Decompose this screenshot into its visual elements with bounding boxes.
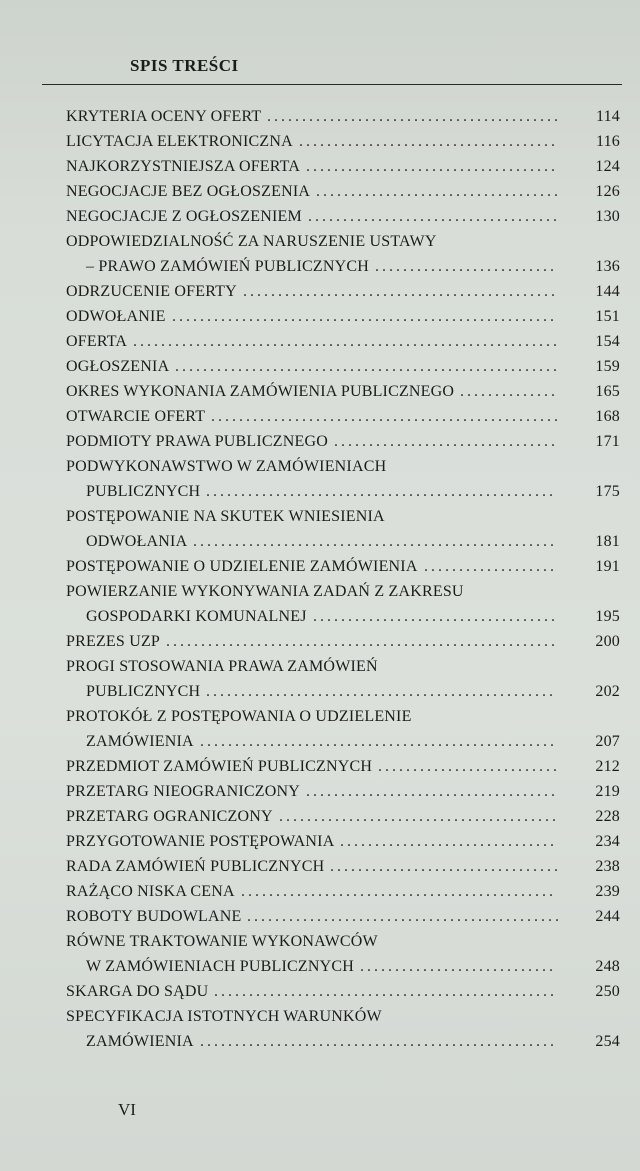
- toc-page-number: 144: [595, 283, 620, 300]
- toc-page-number: 207: [595, 733, 620, 750]
- toc-page-number: 168: [595, 408, 620, 425]
- toc-entry-title: ZAMÓWIENIA: [86, 733, 194, 750]
- toc-entry: [0, 979, 640, 1004]
- toc-page-number: 200: [595, 633, 620, 650]
- toc-entry-line: [0, 579, 640, 604]
- toc-page-number: 154: [595, 333, 620, 350]
- toc-entry: [0, 279, 640, 304]
- leader-dots: ....................................: [308, 208, 560, 225]
- leader-dots: ...................: [424, 558, 557, 575]
- toc-entry: [0, 379, 640, 404]
- leader-dots: .......................................................: [172, 308, 557, 325]
- leader-dots: .............................................................: [133, 333, 560, 350]
- toc-page-number: 248: [595, 958, 620, 975]
- leader-dots: ................................: [334, 433, 558, 450]
- toc-entry-title: OKRES WYKONANIA ZAMÓWIENIA PUBLICZNEGO: [66, 383, 455, 400]
- toc-page-number: 212: [595, 758, 620, 775]
- toc-entry-line: [0, 829, 640, 854]
- toc-page-number: 126: [595, 183, 620, 200]
- page-number: VI: [118, 1100, 136, 1119]
- leader-dots: .................................: [330, 858, 561, 875]
- toc-entry: [0, 779, 640, 804]
- toc-page-number: 130: [595, 208, 620, 225]
- toc-page-number: 219: [595, 783, 620, 800]
- toc-page-number: 228: [595, 808, 620, 825]
- toc-entry-line: [0, 629, 640, 654]
- toc-page-number: 234: [595, 833, 620, 850]
- toc-page-number: 244: [595, 908, 620, 925]
- toc-entry-title: PRZETARG NIEOGRANICZONY: [66, 783, 300, 800]
- toc-entry: [0, 354, 640, 379]
- toc-entry-line: [0, 804, 640, 829]
- toc-entry-line: [0, 979, 640, 1004]
- toc-entry-title: POSTĘPOWANIE O UDZIELENIE ZAMÓWIENIA: [66, 558, 418, 575]
- toc-entry-continuation: [0, 954, 640, 979]
- leader-dots: ...................................: [316, 183, 561, 200]
- toc-entry-title: PRZEDMIOT ZAMÓWIEŃ PUBLICZNYCH: [66, 758, 373, 775]
- toc-entry: [0, 804, 640, 829]
- toc-page-number: 239: [595, 883, 620, 900]
- toc-entry-continuation: [0, 254, 640, 279]
- toc-entry-line: [0, 754, 640, 779]
- leader-dots: .................................................: [214, 983, 557, 1000]
- toc-entry-title: PODWYKONAWSTWO W ZAMÓWIENIACH: [66, 458, 387, 475]
- toc-entry: [0, 404, 640, 429]
- leader-dots: ..................................................: [206, 483, 556, 500]
- toc-page-number: 114: [595, 108, 620, 125]
- toc-entry-line: [0, 454, 640, 479]
- leader-dots: ....................................: [306, 783, 558, 800]
- toc-entry-title: PRZYGOTOWANIE POSTĘPOWANIA: [66, 833, 335, 850]
- leader-dots: ............................: [360, 958, 556, 975]
- toc-entry-title: PROGI STOSOWANIA PRAWA ZAMÓWIEŃ: [66, 658, 378, 675]
- toc-entry: [0, 879, 640, 904]
- toc-entry-title: SKARGA DO SĄDU: [66, 983, 209, 1000]
- leader-dots: ...................................................: [200, 733, 557, 750]
- toc-entry-title: OTWARCIE OFERT: [66, 408, 206, 425]
- toc-entry-continuation: [0, 529, 640, 554]
- toc-entry-title: RÓWNE TRAKTOWANIE WYKONAWCÓW: [66, 933, 378, 950]
- toc-entry-title: PUBLICZNYCH: [86, 683, 201, 700]
- toc-entry-title: GOSPODARKI KOMUNALNEJ: [86, 608, 307, 625]
- toc-page-number: 254: [595, 1033, 620, 1050]
- toc-entry: [0, 754, 640, 779]
- toc-entry-title: NAJKORZYSTNIEJSZA OFERTA: [66, 158, 301, 175]
- toc-page-number: 116: [595, 133, 620, 150]
- toc-entry-line: [0, 654, 640, 679]
- toc-entry-line: [0, 304, 640, 329]
- leader-dots: ....................................................: [193, 533, 557, 550]
- toc-page-number: 202: [595, 683, 620, 700]
- leader-dots: ..........................: [378, 758, 560, 775]
- toc-entry-continuation: [0, 729, 640, 754]
- toc-page-number: 181: [595, 533, 620, 550]
- toc-entry-continuation: [0, 604, 640, 629]
- toc-entry-line: [0, 154, 640, 179]
- toc-entry-title: – PRAWO ZAMÓWIEŃ PUBLICZNYCH: [86, 258, 369, 275]
- toc-entry-line: [0, 704, 640, 729]
- toc-entry-line: [0, 504, 640, 529]
- toc-entry-title: RADA ZAMÓWIEŃ PUBLICZNYCH: [66, 858, 325, 875]
- toc-entry-line: [0, 129, 640, 154]
- toc-entry-line: [0, 554, 640, 579]
- toc-entry-title: OGŁOSZENIA: [66, 358, 170, 375]
- toc-entry-title: SPECYFIKACJA ISTOTNYCH WARUNKÓW: [66, 1008, 382, 1025]
- toc-entry: [0, 654, 640, 704]
- toc-entry: [0, 929, 640, 979]
- leader-dots: ...................................: [313, 608, 558, 625]
- toc-entry-title: PRZETARG OGRANICZONY: [66, 808, 273, 825]
- header-rule: [42, 84, 622, 85]
- leader-dots: ..................................................: [211, 408, 561, 425]
- toc-entry-title: PROTOKÓŁ Z POSTĘPOWANIA O UDZIELENIE: [66, 708, 412, 725]
- toc-entry-title: RAŻĄCO NISKA CENA: [66, 883, 235, 900]
- toc-entry-title: PREZES UZP: [66, 633, 161, 650]
- leader-dots: .....................................: [299, 133, 558, 150]
- toc-entry-line: [0, 879, 640, 904]
- toc-entry: [0, 179, 640, 204]
- toc-entry-title: PUBLICZNYCH: [86, 483, 201, 500]
- toc-entry-continuation: [0, 479, 640, 504]
- toc-entry-title: ODWOŁANIE: [66, 308, 166, 325]
- toc-entry-title: ODPOWIEDZIALNOŚĆ ZA NARUSZENIE USTAWY: [66, 233, 437, 250]
- toc-entry: [0, 429, 640, 454]
- toc-entry: [0, 1004, 640, 1054]
- toc-entry-line: [0, 229, 640, 254]
- toc-page-number: 136: [595, 258, 620, 275]
- toc-entry-line: [0, 929, 640, 954]
- toc-entry-title: ROBOTY BUDOWLANE: [66, 908, 242, 925]
- toc-entry: [0, 829, 640, 854]
- toc-entry: [0, 329, 640, 354]
- toc-entry: [0, 554, 640, 579]
- toc-entry: [0, 304, 640, 329]
- toc-page-number: 151: [595, 308, 620, 325]
- toc-entry: [0, 454, 640, 504]
- toc-entry-title: W ZAMÓWIENIACH PUBLICZNYCH: [86, 958, 354, 975]
- toc-entry-line: [0, 354, 640, 379]
- toc-entry-title: POWIERZANIE WYKONYWANIA ZADAŃ Z ZAKRESU: [66, 583, 464, 600]
- toc-entry-title: KRYTERIA OCENY OFERT: [66, 108, 262, 125]
- toc-entry-line: [0, 279, 640, 304]
- toc-entry: [0, 629, 640, 654]
- toc-entry-title: ZAMÓWIENIA: [86, 1033, 194, 1050]
- toc-entry-title: PODMIOTY PRAWA PUBLICZNEGO: [66, 433, 329, 450]
- toc-entry-continuation: [0, 1029, 640, 1054]
- toc-entry: [0, 104, 640, 129]
- toc-entry: [0, 504, 640, 554]
- toc-page-number: 159: [595, 358, 620, 375]
- leader-dots: ..........................: [375, 258, 557, 275]
- toc-entry-line: [0, 854, 640, 879]
- leader-dots: ...............................: [340, 833, 557, 850]
- toc-entry-line: [0, 779, 640, 804]
- leader-dots: .............................................: [247, 908, 562, 925]
- toc-entry-continuation: [0, 679, 640, 704]
- toc-entry-line: [0, 1004, 640, 1029]
- leader-dots: ........................................................: [166, 633, 558, 650]
- toc-entry-line: [0, 904, 640, 929]
- toc-entry: [0, 204, 640, 229]
- toc-entry: [0, 904, 640, 929]
- toc-entry: [0, 129, 640, 154]
- page-title: SPIS TREŚCI: [130, 56, 239, 75]
- toc-entry-title: ODRZUCENIE OFERTY: [66, 283, 237, 300]
- toc-entry: [0, 229, 640, 279]
- toc-page-number: 250: [595, 983, 620, 1000]
- toc-page-number: 175: [595, 483, 620, 500]
- toc-entry-title: LICYTACJA ELEKTRONICZNA: [66, 133, 293, 150]
- toc-entry-line: [0, 104, 640, 129]
- toc-entry-title: NEGOCJACJE BEZ OGŁOSZENIA: [66, 183, 311, 200]
- toc-entry-title: NEGOCJACJE Z OGŁOSZENIEM: [66, 208, 302, 225]
- leader-dots: .............................................: [241, 883, 556, 900]
- toc-entry-line: [0, 379, 640, 404]
- toc-page-number: 238: [595, 858, 620, 875]
- toc-entry: [0, 704, 640, 754]
- leader-dots: ....................................: [306, 158, 558, 175]
- toc-entry: [0, 154, 640, 179]
- toc-entry-line: [0, 404, 640, 429]
- toc-entry-line: [0, 429, 640, 454]
- leader-dots: ..................................................: [206, 683, 556, 700]
- toc-page-number: 195: [595, 608, 620, 625]
- toc-entry-title: ODWOŁANIA: [86, 533, 188, 550]
- leader-dots: ........................................: [279, 808, 559, 825]
- toc-page-number: 165: [595, 383, 620, 400]
- toc-entry-line: [0, 179, 640, 204]
- leader-dots: .......................................................: [175, 358, 560, 375]
- leader-dots: ..........................................: [267, 108, 561, 125]
- leader-dots: ..............: [460, 383, 558, 400]
- toc-entry-line: [0, 329, 640, 354]
- toc-page-number: 171: [595, 433, 620, 450]
- toc-entry-line: [0, 204, 640, 229]
- leader-dots: ...................................................: [200, 1033, 557, 1050]
- toc-page-number: 191: [595, 558, 620, 575]
- toc-entry: [0, 854, 640, 879]
- toc-entry-title: POSTĘPOWANIE NA SKUTEK WNIESIENIA: [66, 508, 385, 525]
- toc-entry-title: OFERTA: [66, 333, 128, 350]
- toc-entry: [0, 579, 640, 629]
- toc-page-number: 124: [595, 158, 620, 175]
- leader-dots: .............................................: [243, 283, 558, 300]
- table-of-contents: [0, 104, 640, 1054]
